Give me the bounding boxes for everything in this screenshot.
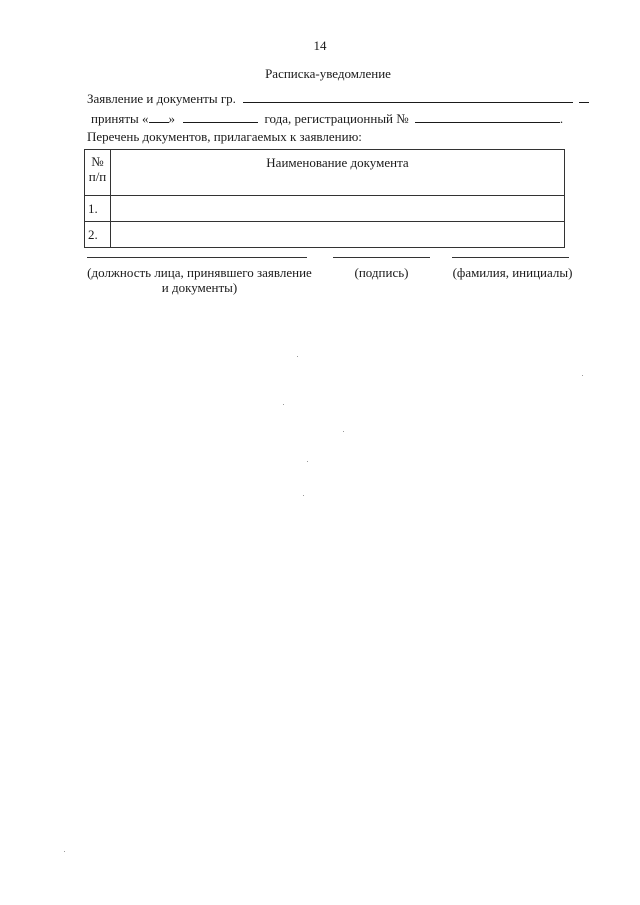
header-document-name: Наименование документа [111,150,565,196]
position-signature-line[interactable] [87,257,307,258]
applicant-label: Заявление и документы гр. [87,91,236,106]
table-row [85,222,565,248]
signature-line[interactable] [333,257,430,258]
scan-speck [303,495,304,496]
position-label [87,265,312,295]
applicant-name-blank[interactable] [243,90,573,103]
acceptance-end: . [559,111,564,126]
row-document-name[interactable] [111,196,565,222]
year-label: года, регистрационный № [264,111,409,126]
document-title: Расписка-уведомление [265,66,391,81]
position-label-line2: и документы) [161,280,238,295]
scan-speck [283,404,284,405]
page-number: 14 [313,38,327,53]
header-number-symbol: № [91,154,104,169]
position-label-line1: (должность лица, принявшего заявление [87,265,312,280]
day-blank[interactable] [149,110,169,123]
scan-speck [343,431,344,432]
row-number: 2. [85,222,111,248]
scan-speck [297,356,298,357]
quote-close: » [168,111,176,126]
applicant-line [87,90,589,107]
name-signature-line[interactable] [452,257,569,258]
table-header-row [85,150,565,196]
header-number-cell [85,150,111,196]
list-heading: Перечень документов, прилагаемых к заявлению: [87,129,362,144]
row-number: 1. [85,196,111,222]
documents-table [84,149,565,248]
name-label: (фамилия, инициалы) [452,265,573,280]
registration-number-blank[interactable] [415,110,560,123]
scan-speck [582,375,583,376]
acceptance-line [91,110,563,127]
header-number-abbr: п/п [88,169,107,184]
scan-speck [307,461,308,462]
signature-label: (подпись) [354,265,409,280]
applicant-name-blank-end [579,90,589,103]
scan-speck [64,851,65,852]
table-row [85,196,565,222]
month-blank[interactable] [183,110,258,123]
accepted-prefix: приняты « [91,111,149,126]
row-document-name[interactable] [111,222,565,248]
